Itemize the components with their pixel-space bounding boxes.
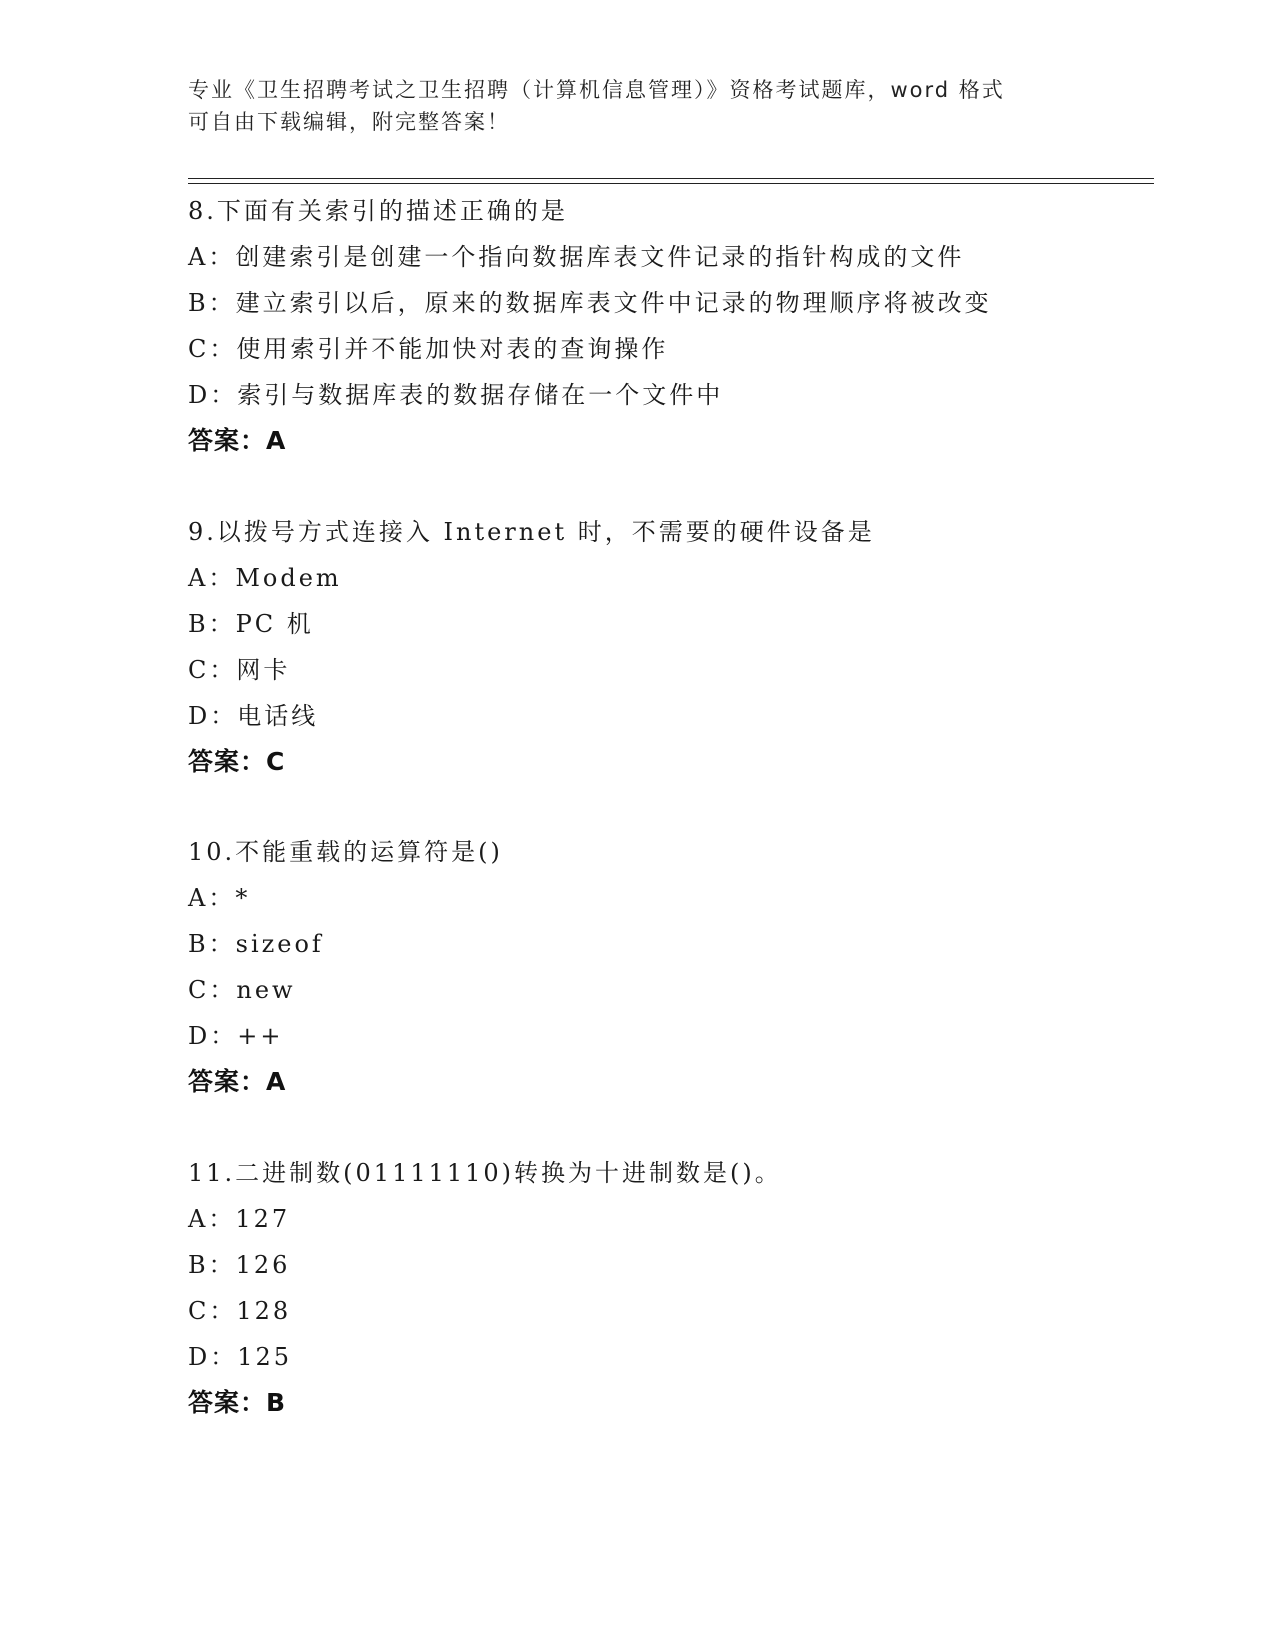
option-d: D：++ (188, 1022, 284, 1050)
option-b: B：PC 机 (188, 610, 314, 638)
option-d: D：125 (188, 1343, 293, 1371)
option-a: A：127 (188, 1205, 291, 1233)
question-8 (188, 188, 1148, 464)
document-header (188, 74, 1088, 138)
option-c: C：网卡 (188, 656, 291, 684)
answer-line: 答案：B (188, 1388, 287, 1417)
option-d: D：电话线 (188, 702, 319, 730)
option-c: C：使用索引并不能加快对表的查询操作 (188, 335, 669, 363)
header-divider-bottom (188, 183, 1154, 184)
option-a: A：创建索引是创建一个指向数据库表文件记录的指针构成的文件 (188, 243, 965, 271)
question-9 (188, 509, 1148, 785)
question-stem: 10.不能重载的运算符是() (188, 838, 503, 866)
option-d: D：索引与数据库表的数据存储在一个文件中 (188, 381, 724, 409)
question-stem: 8.下面有关索引的描述正确的是 (188, 197, 568, 225)
header-line-2: 可自由下载编辑，附完整答案！ (188, 110, 510, 134)
question-stem: 9.以拨号方式连接入 Internet 时，不需要的硬件设备是 (188, 518, 875, 546)
option-b: B：建立索引以后，原来的数据库表文件中记录的物理顺序将被改变 (188, 289, 992, 317)
answer-line: 答案：A (188, 426, 287, 455)
question-stem: 11.二进制数(01111110)转换为十进制数是()。 (188, 1159, 782, 1187)
question-11 (188, 1150, 1148, 1426)
option-b: B：sizeof (188, 930, 324, 958)
option-a: A：* (188, 884, 251, 912)
answer-line: 答案：C (188, 747, 286, 776)
question-10 (188, 829, 1148, 1105)
option-b: B：126 (188, 1251, 291, 1279)
answer-line: 答案：A (188, 1067, 287, 1096)
option-a: A：Modem (188, 564, 342, 592)
header-divider-top (188, 178, 1154, 179)
option-c: C：new (188, 976, 296, 1004)
header-line-1: 专业《卫生招聘考试之卫生招聘（计算机信息管理）》资格考试题库，word 格式 (188, 78, 1005, 102)
option-c: C：128 (188, 1297, 292, 1325)
